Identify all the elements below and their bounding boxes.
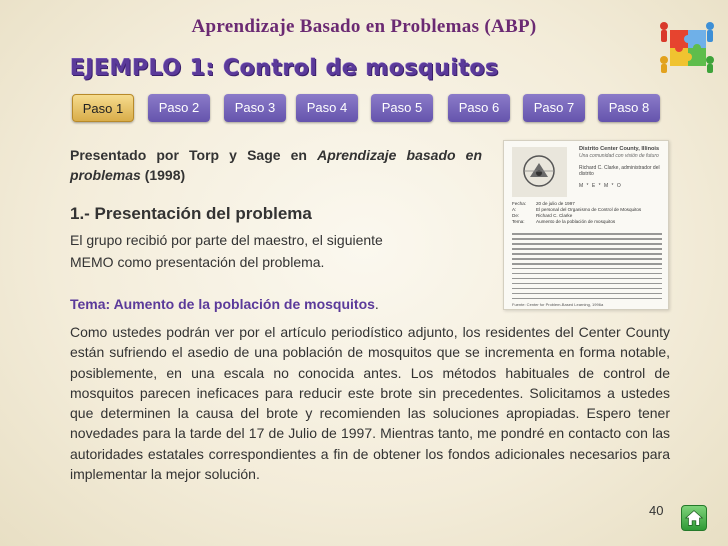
memo-body-text: Como ustedes podrán ver por el artículo periodístico adjunto, los residentes del Center County están sufriendo el asedio de una población de mosquitos que se incrementa en forma notable, posiblemente, en una escala no conocida antes. Los métodos habituales de control de mosquitos parecen ineficaces para reducir este brote sin precedentes. Solicitamos a ustedes que determinen la causa del brote y recomienden las soluciones apropiadas. Espero tener novedades para la tarde del 17 de Julio de 1997. Mientras tanto, me pondré en contacto con las autoridades estatales correspondientes a fin de obtener los fondos adicionales necesarios para implementar la mejor solución. [70,324,670,483]
memo-field-key: De: [512,213,520,218]
memo-field-key: A: [512,207,517,212]
memo-field-value: El personal del Organismo de Control de Mosquitos [536,207,642,212]
source-citation [70,145,482,185]
tab-paso-6[interactable]: Paso 6 [448,94,510,122]
memo-header: Distrito Center County, Illinois [579,146,660,152]
memo-motto: M * E * M * O [579,183,622,189]
example-title: EJEMPLO 1: Control de mosquitos [70,56,499,81]
memo-field-key: Fecha: [512,201,527,206]
description-line-2: MEMO como presentación del problema. [70,254,325,270]
home-icon [682,506,706,530]
tab-paso-3[interactable]: Paso 3 [224,94,286,122]
memo-field-row [512,219,662,225]
citation-book-title: Aprendizaje basado en problemas [70,147,482,183]
tab-paso-4[interactable]: Paso 4 [296,94,358,122]
memo-field-value: Aumento de la población de mosquitos [536,219,616,224]
memo-body-lines [512,233,662,303]
tab-paso-8[interactable]: Paso 8 [598,94,660,122]
memo-fields [512,201,662,225]
topic-period: . [374,296,379,312]
tab-paso-5[interactable]: Paso 5 [371,94,433,122]
memo-field-value: Richard C. Clarke [536,213,573,218]
memo-field-key: Tema: [512,219,525,224]
topic-label: Tema: Aumento de la población de mosquitos [70,296,375,312]
citation-prefix: Presentado por Torp y Sage en [70,147,318,163]
section-title: 1.- Presentación del problema [70,204,312,223]
description-line-1: El grupo recibió por parte del maestro, el siguiente [70,232,383,248]
memo-topic [70,296,379,312]
citation-year: (1998) [140,167,186,183]
memo-footer: Fuente: Center for Problem-Based Learning, 1996a [512,302,604,307]
memo-signer: Richard C. Clarke, administrador del distrito [579,165,660,177]
puzzle-people-icon [656,16,718,74]
memo-image [503,140,669,310]
section-description [70,229,490,273]
slide-title: Aprendizaje Basado en Problemas (ABP) [191,16,537,37]
tab-paso-2[interactable]: Paso 2 [148,94,210,122]
mosquito-district-logo-icon [512,147,567,197]
tab-paso-1[interactable]: Paso 1 [72,94,134,122]
home-button[interactable] [681,505,707,531]
memo-subheader: Una comunidad con visión de futuro [579,153,659,159]
page-number: 40 [649,503,664,518]
step-tabs [72,94,668,124]
tab-paso-7[interactable]: Paso 7 [523,94,585,122]
memo-field-value: 20 de julio de 1997 [536,201,575,206]
